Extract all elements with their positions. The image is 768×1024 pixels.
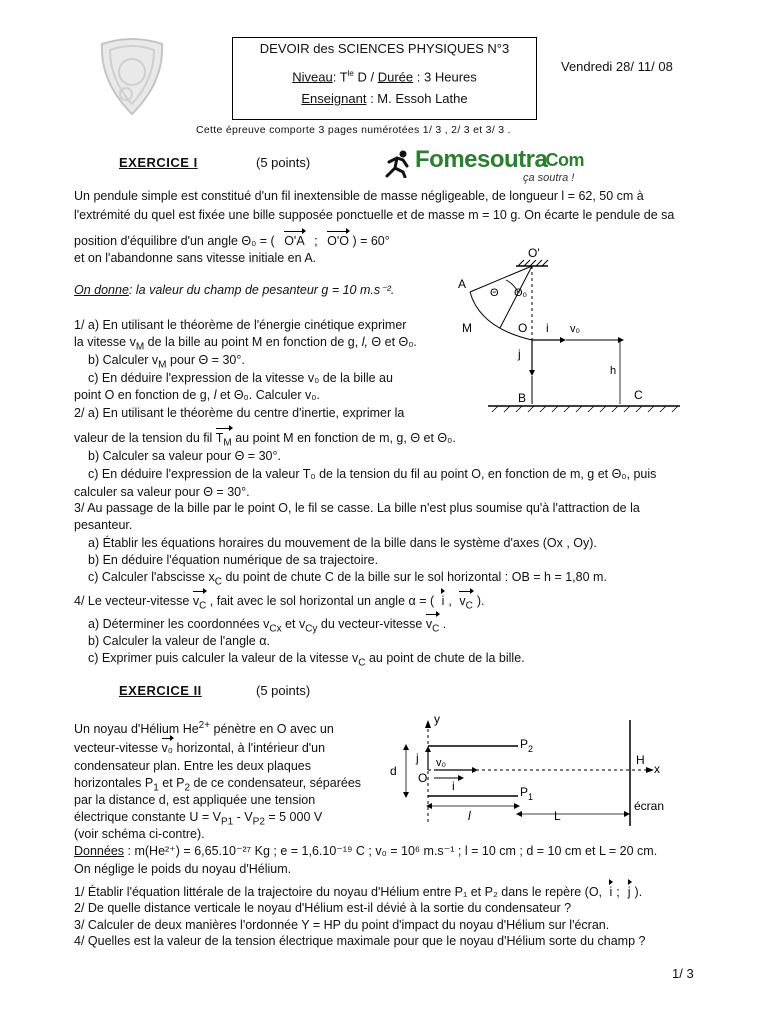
label-j2: j xyxy=(416,751,419,765)
q1b-rest: pour Θ = 30°. xyxy=(166,353,245,367)
q3b-line: b) En déduire l'équation numérique de sa trajectoire. xyxy=(88,553,379,567)
donnees-text: : m(He²⁺) = 6,65.10⁻²⁷ Kg ; e = 1,6.10⁻¹⁹ C ; v₀ = 10⁶ m.s⁻¹ ; l = 10 cm ; d = 10 cm et L = 20 cm. xyxy=(124,844,658,858)
ex2-l4-text: horizontales P xyxy=(74,776,154,790)
exercise1-heading xyxy=(119,155,198,171)
p1-index: 1 xyxy=(528,792,534,802)
duree-label: Durée xyxy=(377,69,414,85)
q1a-sub: M xyxy=(135,341,145,353)
niveau-sup: le xyxy=(347,69,354,78)
q4a-end: . xyxy=(439,617,447,631)
q1c-line1: c) En déduire l'expression de la vitesse v₀ de la bille au xyxy=(88,371,393,385)
ex2-q1-end: ). xyxy=(634,885,643,899)
q2c-line2: calculer sa valeur pour Θ = 30°. xyxy=(74,485,250,499)
vc2-sub: C xyxy=(465,600,473,612)
p2-sub: 2 xyxy=(184,782,191,794)
exercise1-points: (5 points) xyxy=(256,155,311,170)
ex1-para2: l'extrémité du quel est fixée une bille supposée ponctuelle et de masse m = 10 g. On écarte le pendule de sa xyxy=(74,208,675,222)
ex2-q1 xyxy=(74,885,642,900)
vc3-letter: v xyxy=(425,617,433,631)
q3-line2: pesanteur. xyxy=(74,518,133,532)
q2a-text-c: au point M en fonction de m, g, Θ et Θ₀. xyxy=(231,431,456,445)
q3c-rest: du point de chute C de la bille sur le sol horizontal : OB = h = 1,80 m. xyxy=(221,570,607,584)
q1a-text: la vitesse v xyxy=(74,335,136,349)
q1a-text-d: Θ et Θ₀. xyxy=(367,335,417,349)
label-theta: Θ xyxy=(490,287,499,299)
q4-text-c: , fait avec le sol horizontal un angle α = ( xyxy=(206,594,435,608)
q3c-sub: C xyxy=(214,576,222,588)
logo-name: Fomesoutra xyxy=(415,146,548,173)
vector-i-2: i xyxy=(609,885,613,899)
vector-i: i xyxy=(441,594,445,608)
ex2-q1-sep: ; xyxy=(616,885,620,899)
vector-j: j xyxy=(627,885,631,899)
q4a-text-c: du vecteur-vitesse xyxy=(317,617,426,631)
q1c-text-c: et Θ₀. Calculer v₀. xyxy=(216,388,320,402)
exam-date: Vendredi 28/ 11/ 08 xyxy=(561,59,673,74)
p2-index: 2 xyxy=(528,744,534,754)
niveau-rest: D / xyxy=(353,69,375,85)
ex2-line3: condensateur plan. Entre les deux plaques xyxy=(74,759,311,773)
ex2-q2: 2/ De quelle distance verticale le noyau d'Hélium est-il dévié à la sortie du condensateur ? xyxy=(74,901,572,915)
q1b-text: b) Calculer v xyxy=(88,353,159,367)
q1c-line2 xyxy=(74,388,320,403)
ex2-l2-text: vecteur-vitesse xyxy=(74,741,162,755)
ex2-l6-c: = 5 000 V xyxy=(264,810,323,824)
ex2-q4: 4/ Quelles est la valeur de la tension électrique maximale pour que le noyau d'Hélium sorte du champ ? xyxy=(74,934,646,948)
niveau-value: : T xyxy=(332,69,348,85)
angle-value: ) = 60° xyxy=(352,234,390,248)
q1c-l: l xyxy=(213,388,217,402)
exercise2-title: EXERCICE II xyxy=(119,683,202,698)
ex2-line7: (voir schéma ci-contre). xyxy=(74,827,205,841)
q4c-text: c) Exprimer puis calculer la valeur de la vitesse v xyxy=(88,651,359,665)
label-C: C xyxy=(634,388,643,402)
q1a-line2 xyxy=(74,335,417,355)
label-B: B xyxy=(518,391,527,405)
label-M: M xyxy=(462,321,472,335)
q3c-text: c) Calculer l'abscisse x xyxy=(88,570,215,584)
label-i: i xyxy=(546,321,549,335)
vector-TM xyxy=(216,431,232,451)
label-P1 xyxy=(520,785,533,802)
ex2-l4-b: et P xyxy=(158,776,185,790)
enseignant-value: : M. Essoh Lathe xyxy=(370,91,468,106)
q4c-text-b: au point de chute de la bille. xyxy=(365,651,525,665)
q2b-line: b) Calculer sa valeur pour Θ = 30°. xyxy=(88,449,281,463)
q2a-text: valeur de la tension du fil xyxy=(74,431,216,445)
ex2-l6-b: - V xyxy=(233,810,253,824)
ex2-line1 xyxy=(74,718,334,737)
label-ecran: écran xyxy=(634,799,665,813)
angle-def-text: position d'équilibre d'un angle Θ₀ = ( xyxy=(74,234,275,248)
q2a-line2 xyxy=(74,431,456,451)
niveau-line xyxy=(233,65,536,85)
ex2-donnees xyxy=(74,844,657,859)
ex1-para4: et on l'abandonne sans vitesse initiale en A. xyxy=(74,251,317,265)
ex2-line5: par la distance d, est appliquée une tension xyxy=(74,793,316,807)
vc-sub: C xyxy=(199,600,207,612)
q4-comma: , xyxy=(448,594,452,608)
ex2-l1-text: Un noyau d'Hélium He xyxy=(74,722,199,737)
ex1-donne xyxy=(74,283,394,298)
q4b-line: b) Calculer la valeur de l'angle α. xyxy=(88,634,270,648)
q3-line1: 3/ Au passage de la bille par le point O, le fil se casse. La bille n'est plus soumise qu'à l'attraction de la xyxy=(74,501,640,515)
ex2-l2-rest: horizontal, à l'intérieur d'un xyxy=(172,741,326,755)
label-theta0: Θ₀ xyxy=(514,287,528,299)
label-P2 xyxy=(520,737,533,754)
ex1-para3 xyxy=(74,234,390,249)
q1b-sub: M xyxy=(158,359,167,371)
vector-OprimeA: O'A xyxy=(284,234,305,248)
label-l: l xyxy=(468,809,471,823)
label-v0-2: v₀ xyxy=(436,757,447,769)
exercise1-title: EXERCICE I xyxy=(119,155,198,170)
label-h: h xyxy=(610,365,617,377)
vp1-sub: P1 xyxy=(220,816,234,828)
label-x: x xyxy=(654,762,660,776)
q4-text: 4/ Le vecteur-vitesse xyxy=(74,594,193,608)
q4a-sub2: Cy xyxy=(305,623,318,635)
label-j: j xyxy=(518,347,521,361)
header-box xyxy=(232,37,537,120)
label-y: y xyxy=(434,712,440,726)
q4a-sub1: Cx xyxy=(269,623,282,635)
vector-vC-3 xyxy=(426,617,439,637)
pendulum-diagram xyxy=(448,244,694,414)
q4-line xyxy=(74,594,485,614)
label-d: d xyxy=(390,764,397,778)
donne-text: : la valeur du champ de pesanteur g = 10 m.s⁻². xyxy=(128,283,395,297)
q3a-line: a) Établir les équations horaires du mouvement de la bille dans le système d'axes (Ox , Oy). xyxy=(88,536,597,550)
pages-note: Cette épreuve comporte 3 pages numérotées 1/ 3 , 2/ 3 et 3/ 3 . xyxy=(196,124,511,136)
vc2-letter: v xyxy=(459,594,466,608)
q1a-text-b: de la bille au point M en fonction de g, xyxy=(144,335,362,349)
logo-tagline: ça soutra ! xyxy=(523,172,575,184)
page-number: 1/ 3 xyxy=(672,966,694,981)
label-O-2: O xyxy=(418,771,428,785)
ex2-q3: 3/ Calculer de deux manières l'ordonnée Y = HP du point d'impact du noyau d'Hélium sur l'écran. xyxy=(74,918,610,932)
p1-sub: 1 xyxy=(153,782,159,794)
ex2-l1-rest: pénètre en O avec un xyxy=(210,722,334,737)
capacitor-diagram xyxy=(382,710,686,830)
exercise2-points: (5 points) xyxy=(256,683,311,698)
q4a-text: a) Déterminer les coordonnées v xyxy=(88,617,270,631)
p1-letter: P xyxy=(520,785,529,799)
label-i2: i xyxy=(452,779,455,793)
vc3-sub: C xyxy=(432,623,440,635)
label-v0: v₀ xyxy=(570,323,581,335)
vector-v0: v₀ xyxy=(161,741,173,755)
runner-icon xyxy=(383,150,413,178)
label-H: H xyxy=(636,753,645,767)
label-A: A xyxy=(458,277,467,291)
exercise2-heading xyxy=(119,683,202,699)
label-O-prime: O' xyxy=(528,246,540,260)
q4a-text-b: et v xyxy=(281,617,306,631)
logo-suffix: .Com xyxy=(541,150,584,170)
q1a-l: l, xyxy=(361,335,368,349)
vector-separator: ; xyxy=(314,234,318,248)
q3c-line xyxy=(88,570,607,590)
vc-letter: v xyxy=(192,594,200,608)
ex1-para1: Un pendule simple est constitué d'un fil inextensible de masse négligeable, de longueur l = 62, 50 cm à xyxy=(74,189,644,203)
q4-end: ). xyxy=(476,594,485,608)
ex2-line2 xyxy=(74,741,325,756)
q1b-line xyxy=(88,353,245,373)
p2-letter: P xyxy=(520,737,529,751)
enseignant-label: Enseignant xyxy=(301,91,367,106)
enseignant-line xyxy=(233,90,536,107)
q4c-sub: C xyxy=(358,657,366,669)
niveau-label: Niveau xyxy=(292,69,333,85)
ex2-q1-text: 1/ Établir l'équation littérale de la trajectoire du noyau d'Hélium entre P₁ et P₂ dans le repère (O, xyxy=(74,885,606,899)
duree-value: : 3 Heures xyxy=(416,69,477,85)
tm-letter: T xyxy=(215,431,224,445)
he-charge: 2+ xyxy=(198,720,211,731)
label-O: O xyxy=(518,321,528,335)
ex2-neglige: On néglige le poids du noyau d'Hélium. xyxy=(74,862,292,876)
exam-title: DEVOIR des SCIENCES PHYSIQUES N°3 xyxy=(259,41,510,56)
ex2-l4-c: de ce condensateur, séparées xyxy=(190,776,362,790)
tm-sub: M xyxy=(223,437,232,449)
q4c-line xyxy=(88,651,525,671)
vector-OprimeO: O'O xyxy=(327,234,349,248)
donnees-label: Données xyxy=(74,844,125,858)
school-emblem xyxy=(96,36,168,116)
q2a-line1: 2/ a) En utilisant le théorème du centre d'inertie, exprimer la xyxy=(74,406,405,420)
ex2-l6-text: électrique constante U = V xyxy=(74,810,221,824)
fomesoutra-logo xyxy=(383,146,623,186)
vector-vC-2 xyxy=(459,594,472,614)
label-L: L xyxy=(554,809,561,823)
q1a-line1: 1/ a) En utilisant le théorème de l'énergie cinétique exprimer xyxy=(74,318,407,332)
vector-vC xyxy=(193,594,206,614)
q1c-text: point O en fonction de g, xyxy=(74,388,214,402)
q2c-line1: c) En déduire l'expression de la valeur T₀ de la tension du fil au point O, en fonction de m, g et Θ₀, puis xyxy=(88,467,657,481)
donne-label: On donne xyxy=(74,283,129,297)
vp2-sub: P2 xyxy=(252,816,265,828)
